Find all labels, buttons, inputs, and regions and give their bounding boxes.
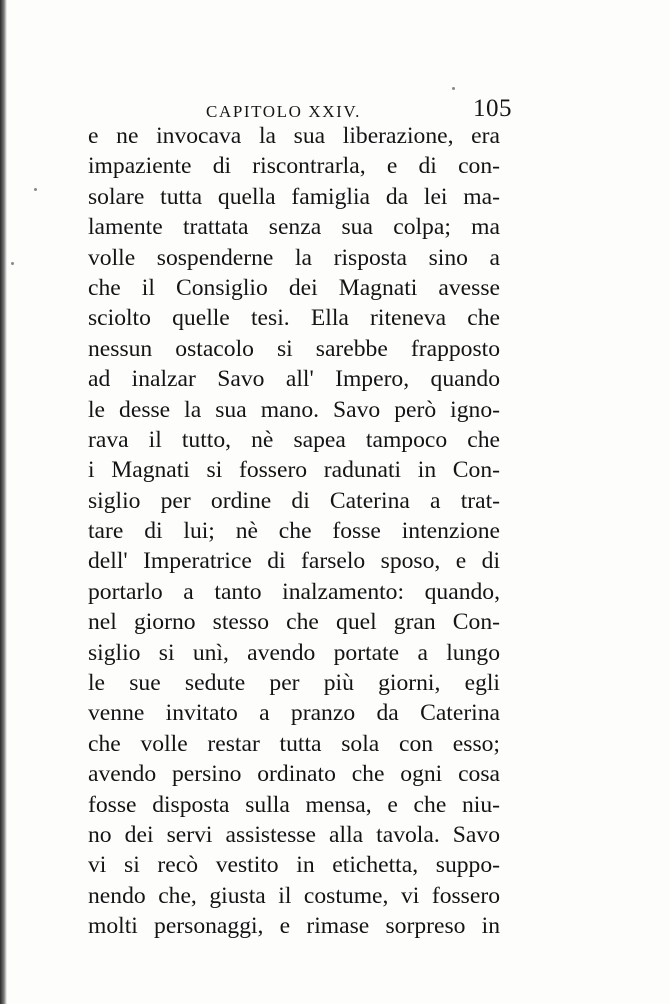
text-line: nel giorno stesso che quel gran Con- [88,609,500,636]
text-line: tare di lui; nè che fosse intenzione [88,518,500,545]
text-line: siglio si unì, avendo portate a lungo [88,639,500,666]
binding-edge [0,0,7,1004]
text-line: ad inalzar Savo all' Impero, quando [88,366,500,393]
text-line: nessun ostacolo si sarebbe frapposto [88,335,500,362]
text-line: lamente trattata senza sua colpa; ma [88,214,500,241]
text-line: sciolto quelle tesi. Ella riteneva che [88,305,500,332]
paper-speck [34,188,37,191]
text-line: impaziente di riscontrarla, e di con- [88,153,500,180]
text-line: le sue sedute per più giorni, egli [88,670,500,697]
paper-speck [11,262,14,265]
paper-speck [452,87,455,90]
text-line: rava il tutto, nè sapea tampoco che [88,426,500,453]
text-line: i Magnati si fossero radunati in Con- [88,457,500,484]
text-line: che volle restar tutta sola con esso; [88,730,500,757]
body-text [88,121,500,942]
text-line: e ne invocava la sua liberazione, era [88,123,500,149]
text-line: che il Consiglio dei Magnati avesse [88,274,500,301]
page-number: 105 [473,95,512,122]
chapter-title: CAPITOLO XXIV. [206,102,361,121]
text-line: le desse la sua mano. Savo però igno- [88,396,500,423]
text-line: molti personaggi, e rimase sorpreso in [88,913,500,940]
text-line: fosse disposta sulla mensa, e che niu- [88,791,500,818]
text-line: nendo che, giusta il costume, vi fossero [88,882,500,909]
text-line: siglio per ordine di Caterina a trat- [88,487,500,514]
text-line: venne invitato a pranzo da Caterina [88,700,500,727]
text-line: avendo persino ordinato che ogni cosa [88,761,500,788]
text-line: volle sospenderne la risposta sino a [88,244,500,271]
text-line: vi si recò vestito in etichetta, suppo- [88,852,500,879]
text-line: dell' Imperatrice di farselo sposo, e di [88,548,500,575]
text-line: solare tutta quella famiglia da lei ma- [88,183,500,210]
text-line: portarlo a tanto inalzamento: quando, [88,578,500,605]
text-line: no dei servi assistesse alla tavola. Savo [88,821,500,848]
